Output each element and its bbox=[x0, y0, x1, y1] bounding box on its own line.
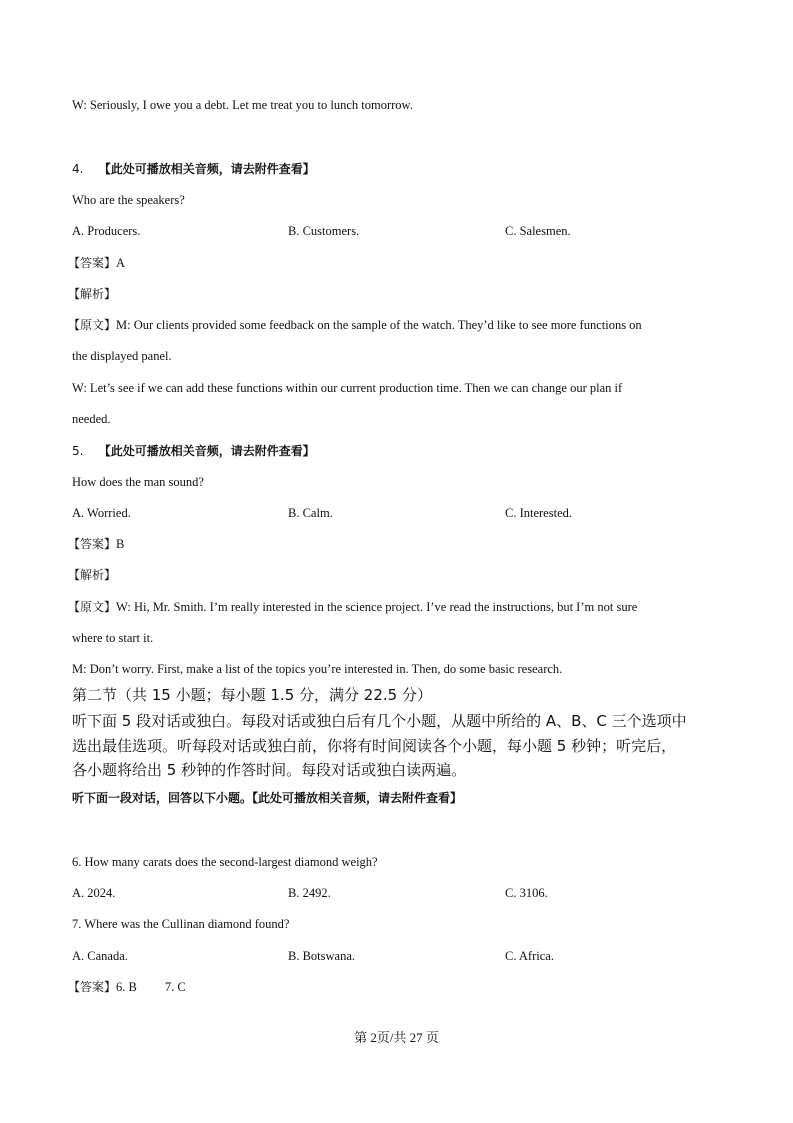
source-text: M: Our clients provided some feedback on the sample of the watch. They’d like to see more functions on bbox=[116, 318, 642, 332]
q5-option-c: C. Interested. bbox=[505, 506, 572, 520]
answer-label: 【答案】 bbox=[68, 537, 117, 551]
section-2-heading: 第二节（共 15 小题；每小题 1.5 分，满分 22.5 分） bbox=[72, 686, 432, 704]
q4-source-line-4: needed. bbox=[72, 412, 111, 426]
answer-value: B bbox=[116, 537, 125, 551]
q6-option-a: A. 2024. bbox=[72, 886, 116, 900]
answer-7: 7. C bbox=[164, 980, 186, 994]
question-4-text: Who are the speakers? bbox=[72, 193, 185, 207]
q5-option-b: B. Calm. bbox=[288, 506, 333, 520]
question-5-text: How does the man sound? bbox=[72, 475, 204, 489]
question-5-header bbox=[72, 443, 315, 459]
q5-source-line-1 bbox=[68, 599, 637, 615]
question-number: 5. bbox=[72, 444, 84, 458]
audio-placeholder: 【此处可播放相关音频，请去附件查看】 bbox=[98, 162, 315, 176]
q5-source-line-3: M: Don’t worry. First, make a list of the topics you’re interested in. Then, do some basic research. bbox=[72, 662, 563, 676]
source-text: W: Hi, Mr. Smith. I’m really interested in the science project. I’ve read the instructions, but I’m not sure bbox=[116, 600, 638, 614]
question-7-text: 7. Where was the Cullinan diamond found? bbox=[72, 917, 290, 931]
question-4-header bbox=[72, 161, 315, 177]
q4-option-a: A. Producers. bbox=[72, 224, 141, 238]
answer-value: A bbox=[116, 256, 126, 270]
question-number: 4. bbox=[72, 162, 84, 176]
q7-option-a: A. Canada. bbox=[72, 949, 128, 963]
q4-source-line-3: W: Let’s see if we can add these functions within our current production time. Then we can change our plan if bbox=[72, 381, 623, 395]
q4-option-c: C. Salesmen. bbox=[505, 224, 571, 238]
section-2-instructions-3: 各小题将给出 5 秒钟的作答时间。每段对话或独白读两遍。 bbox=[72, 761, 467, 779]
answer-label: 【答案】 bbox=[68, 256, 117, 270]
audio-placeholder: 【此处可播放相关音频，请去附件查看】 bbox=[98, 444, 315, 458]
q4-option-b: B. Customers. bbox=[288, 224, 360, 238]
q4-analysis-label: 【解析】 bbox=[68, 287, 117, 301]
q6-option-b: B. 2492. bbox=[288, 886, 331, 900]
page-footer: 第 2页/共 27 页 bbox=[354, 1030, 439, 1045]
q5-source-line-2: where to start it. bbox=[72, 631, 154, 645]
answers-6-7 bbox=[68, 979, 186, 995]
source-label: 【原文】 bbox=[68, 600, 117, 614]
q5-answer bbox=[68, 536, 124, 552]
answer-label: 【答案】 bbox=[68, 980, 117, 994]
q5-analysis-label: 【解析】 bbox=[68, 568, 117, 582]
section-2-instructions-1: 听下面 5 段对话或独白。每段对话或独白后有几个小题，从题中所给的 A、B、C 三个选项中 bbox=[72, 712, 687, 730]
question-6-text: 6. How many carats does the second-largest diamond weigh? bbox=[72, 855, 378, 869]
dialog-line: W: Seriously, I owe you a debt. Let me treat you to lunch tomorrow. bbox=[72, 98, 413, 112]
answer-6: 6. B bbox=[116, 980, 137, 994]
q6-option-c: C. 3106. bbox=[505, 886, 548, 900]
q4-source-line-1 bbox=[68, 317, 642, 333]
q7-option-b: B. Botswana. bbox=[288, 949, 356, 963]
source-label: 【原文】 bbox=[68, 318, 117, 332]
dialog-intro: 听下面一段对话，回答以下小题。【此处可播放相关音频，请去附件查看】 bbox=[72, 791, 463, 805]
q4-answer bbox=[68, 255, 125, 271]
q7-option-c: C. Africa. bbox=[505, 949, 554, 963]
q5-option-a: A. Worried. bbox=[72, 506, 131, 520]
section-2-instructions-2: 选出最佳选项。听每段对话或独白前，你将有时间阅读各个小题，每小题 5 秒钟；听完后， bbox=[72, 737, 677, 755]
q4-source-line-2: the displayed panel. bbox=[72, 349, 172, 363]
